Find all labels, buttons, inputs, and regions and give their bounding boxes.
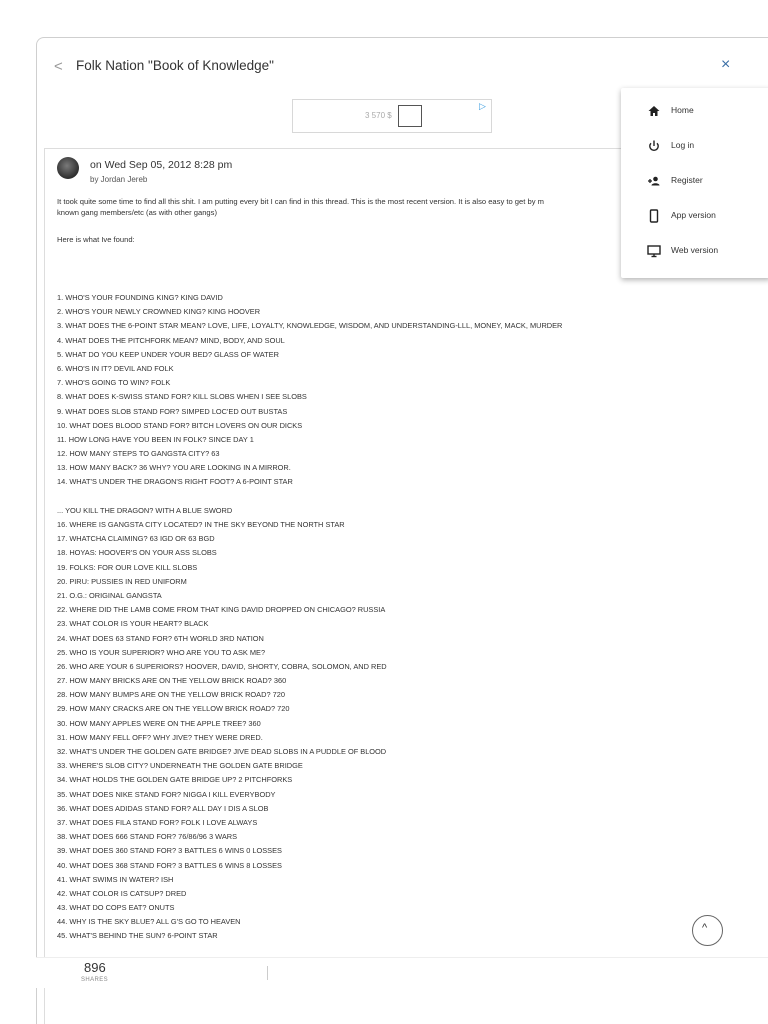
menu-item-web-version[interactable] <box>621 236 768 266</box>
post-line: 36. WHAT DOES ADIDAS STAND FOR? ALL DAY I DIS A SLOB <box>57 803 269 813</box>
post-line: 44. WHY IS THE SKY BLUE? ALL G'S GO TO HEAVEN <box>57 917 241 927</box>
post-line: 11. HOW LONG HAVE YOU BEEN IN FOLK? SINCE DAY 1 <box>57 434 254 444</box>
share-bar <box>36 957 768 988</box>
post-line: 12. HOW MANY STEPS TO GANGSTA CITY? 63 <box>57 449 220 459</box>
post-date: on Wed Sep 05, 2012 8:28 pm <box>90 159 233 171</box>
scroll-to-top-button[interactable] <box>692 915 723 946</box>
shares-label: SHARES <box>81 977 109 983</box>
post-intro: It took quite some time to find all this shit. I am putting every bit I can find in this thread. This is the most recent version. It is also easy to get by m known gang members/etc (as with other gangs) <box>57 197 544 217</box>
post-line: 25. WHO IS YOUR SUPERIOR? WHO ARE YOU TO ASK ME? <box>57 647 266 657</box>
post-line: 35. WHAT DOES NIKE STAND FOR? NIGGA I KILL EVERYBODY <box>57 789 276 799</box>
menu-item-label: App version <box>671 210 716 220</box>
post-line: 20. PIRU: PUSSIES IN RED UNIFORM <box>57 576 187 586</box>
menu-item-app-version[interactable] <box>621 201 768 231</box>
post-line: 16. WHERE IS GANGSTA CITY LOCATED? IN THE SKY BEYOND THE NORTH STAR <box>57 520 345 529</box>
post-line: 10. WHAT DOES BLOOD STAND FOR? BITCH LOVERS ON OUR DICKS <box>57 420 303 430</box>
post-line: 6. WHO'S IN IT? DEVIL AND FOLK <box>57 363 174 373</box>
post-line: 4. WHAT DOES THE PITCHFORK MEAN? MIND, BODY, AND SOUL <box>57 335 285 345</box>
post-line: 43. WHAT DO COPS EAT? ONUTS <box>57 903 175 913</box>
post-found-label: Here is what Ive found: <box>57 235 135 244</box>
avatar[interactable] <box>57 157 79 179</box>
post-line: 28. HOW MANY BUMPS ARE ON THE YELLOW BRICK ROAD? 720 <box>57 690 285 700</box>
post-lines <box>57 291 677 944</box>
post-line: 31. HOW MANY FELL OFF? WHY JIVE? THEY WERE DRED. <box>57 732 263 742</box>
menu-item-label: Home <box>671 105 694 115</box>
post-line: 19. FOLKS: FOR OUR LOVE KILL SLOBS <box>57 562 198 572</box>
post-line: 32. WHAT'S UNDER THE GOLDEN GATE BRIDGE? JIVE DEAD SLOBS IN A PUDDLE OF BLOOD <box>57 747 387 756</box>
post-line: 27. HOW MANY BRICKS ARE ON THE YELLOW BRICK ROAD? 360 <box>57 676 287 686</box>
power-icon <box>647 139 661 153</box>
post-line: 42. WHAT COLOR IS CATSUP? DRED <box>57 888 187 898</box>
back-button[interactable]: < <box>54 58 63 75</box>
post-line: 24. WHAT DOES 63 STAND FOR? 6TH WORLD 3RD NATION <box>57 633 264 643</box>
menu-item-login[interactable] <box>621 131 768 161</box>
post-line: 1. WHO'S YOUR FOUNDING KING? KING DAVID <box>57 293 223 302</box>
page-title: Folk Nation "Book of Knowledge" <box>76 58 274 73</box>
post-line: 2. WHO'S YOUR NEWLY CROWNED KING? KING HOOVER <box>57 307 261 317</box>
menu-item-label: Log in <box>671 140 695 150</box>
post-line: 21. O.G.: ORIGINAL GANGSTA <box>57 590 162 600</box>
post-line: 29. HOW MANY CRACKS ARE ON THE YELLOW BRICK ROAD? 720 <box>57 704 290 714</box>
add-user-icon <box>647 174 661 188</box>
post-author[interactable]: by Jordan Jereb <box>90 175 148 184</box>
phone-icon <box>647 209 661 223</box>
divider <box>267 966 268 980</box>
post-line: 13. HOW MANY BACK? 36 WHY? YOU ARE LOOKING IN A MIRROR. <box>57 463 291 473</box>
forum-post <box>44 148 768 1024</box>
shares-count: 896 <box>84 960 106 975</box>
post-line: 40. WHAT DOES 368 STAND FOR? 3 BATTLES 6 WINS 8 LOSSES <box>57 860 282 870</box>
post-line: 41. WHAT SWIMS IN WATER? ISH <box>57 874 174 884</box>
post-line: 34. WHAT HOLDS THE GOLDEN GATE BRIDGE UP? 2 PITCHFORKS <box>57 775 293 785</box>
post-line: 18. HOYAS: HOOVER'S ON YOUR ASS SLOBS <box>57 548 217 558</box>
post-line: 38. WHAT DOES 666 STAND FOR? 76/86/96 3 WARS <box>57 832 238 842</box>
close-button[interactable]: × <box>721 56 731 73</box>
post-line: 26. WHO ARE YOUR 6 SUPERIORS? HOOVER, DAVID, SHORTY, COBRA, SOLOMON, AND RED <box>57 661 387 671</box>
ad-price: 3 570 $ <box>365 111 392 120</box>
post-line: 23. WHAT COLOR IS YOUR HEART? BLACK <box>57 619 209 629</box>
menu-item-label: Web version <box>671 245 719 255</box>
post-line: 9. WHAT DOES SLOB STAND FOR? SIMPED LOC'ED OUT BUSTAS <box>57 406 288 416</box>
post-line: ... YOU KILL THE DRAGON? WITH A BLUE SWORD <box>57 505 233 515</box>
ad-choices-icon[interactable]: ▷ <box>479 101 486 111</box>
ad-banner[interactable] <box>292 99 492 133</box>
menu-item-label: Register <box>671 175 703 185</box>
post-line: 33. WHERE'S SLOB CITY? UNDERNEATH THE GOLDEN GATE BRIDGE <box>57 761 303 771</box>
post-line: 5. WHAT DO YOU KEEP UNDER YOUR BED? GLASS OF WATER <box>57 349 279 359</box>
post-line <box>57 490 677 504</box>
home-icon <box>647 104 661 118</box>
chevron-up-icon: ^ <box>702 922 708 934</box>
monitor-icon <box>647 244 661 258</box>
post-line: 22. WHERE DID THE LAMB COME FROM THAT KING DAVID DROPPED ON CHICAGO? RUSSIA <box>57 605 386 615</box>
post-line: 7. WHO'S GOING TO WIN? FOLK <box>57 378 171 388</box>
ad-image <box>398 105 422 127</box>
post-line: 30. HOW MANY APPLES WERE ON THE APPLE TREE? 360 <box>57 718 261 728</box>
post-line: 14. WHAT'S UNDER THE DRAGON'S RIGHT FOOT? A 6-POINT STAR <box>57 477 293 487</box>
post-line: 37. WHAT DOES FILA STAND FOR? FOLK I LOVE ALWAYS <box>57 817 258 827</box>
post-line: 45. WHAT'S BEHIND THE SUN? 6-POINT STAR <box>57 931 218 941</box>
menu-item-home[interactable] <box>621 96 768 126</box>
menu-item-register[interactable] <box>621 166 768 196</box>
post-line: 3. WHAT DOES THE 6-POINT STAR MEAN? LOVE, LIFE, LOYALTY, KNOWLEDGE, WISDOM, AND UNDERSTANDING-LLL, MONEY, MACK, MURDER <box>57 321 563 331</box>
dropdown-menu <box>621 88 768 278</box>
post-line: 17. WHATCHA CLAIMING? 63 IGD OR 63 BGD <box>57 534 215 544</box>
post-line: 8. WHAT DOES K-SWISS STAND FOR? KILL SLOBS WHEN I SEE SLOBS <box>57 392 307 402</box>
post-line: 39. WHAT DOES 360 STAND FOR? 3 BATTLES 6 WINS 0 LOSSES <box>57 846 282 856</box>
